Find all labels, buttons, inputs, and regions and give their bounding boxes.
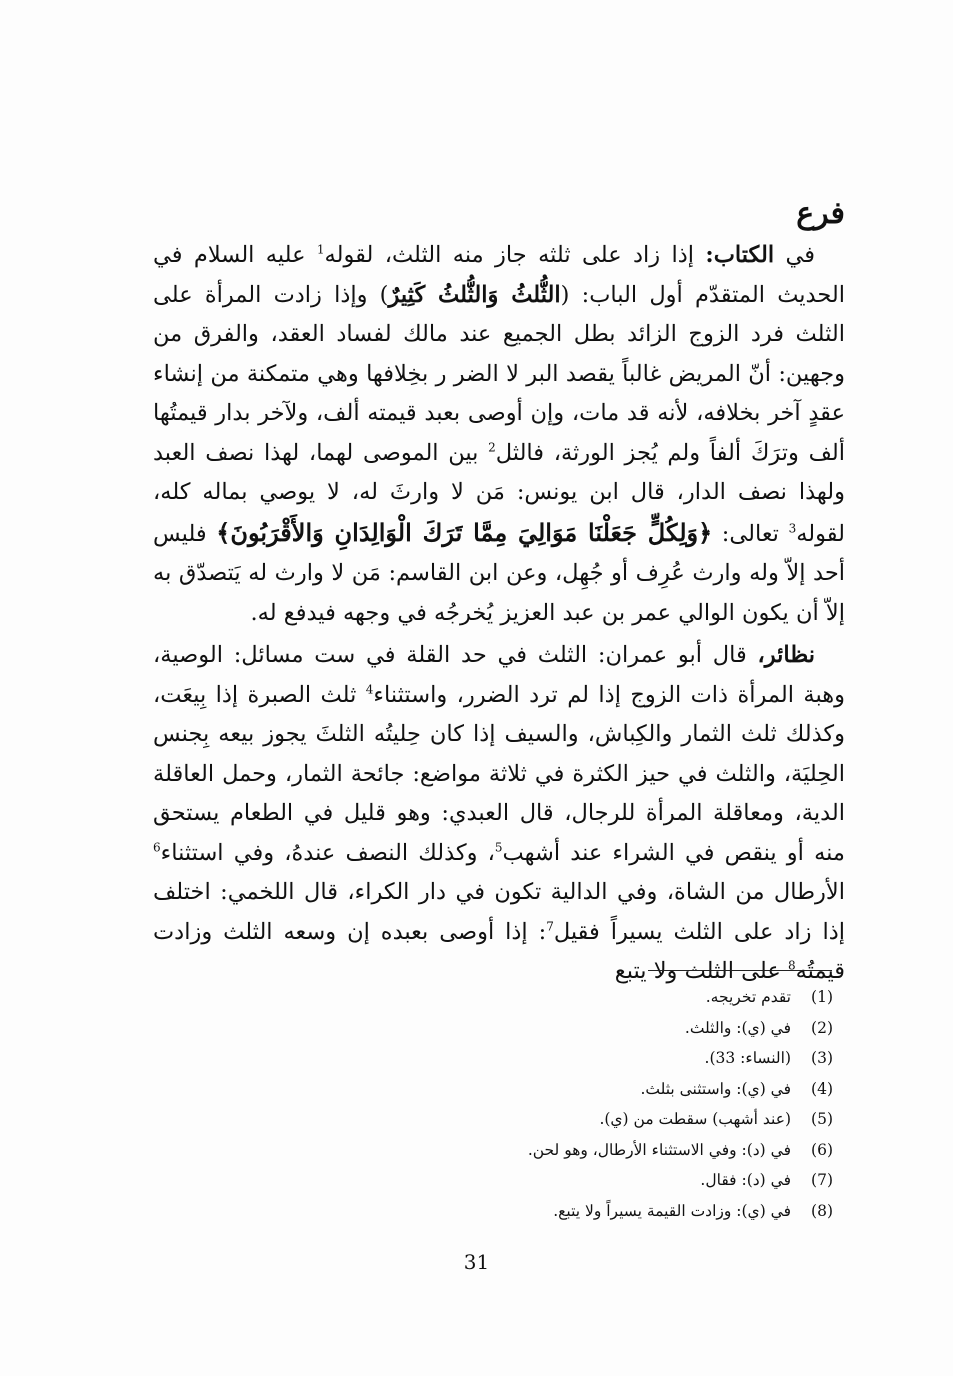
hadith-quote: الثُّلثُ وَالثُّلثُ كَثِيرٌ (388, 281, 561, 308)
footnote (528, 1196, 833, 1227)
footnote-text: في (ي): وزادت القيمة يسيراً ولا يتبع. (553, 1201, 791, 1220)
footnote-number: (1) (811, 988, 833, 1006)
bold-term: نظائر، (757, 642, 815, 668)
text-segment: إذا زاد على ثلثه جاز منه الثلث، لقوله (324, 242, 706, 268)
text-segment: : إذا أوصى بعبده إن وسعه الثلث وزادت قيمتُه (153, 918, 845, 984)
footnote (528, 982, 833, 1013)
footnote-text: في (ي): واستثنى بثلث. (640, 1079, 791, 1098)
text-segment: قال أبو عمران: الثلث في حد القلة في ست مسائل: الوصية، وهبة المرأة ذات الزوج إذا لم ترد الضرر، واستثناء (153, 642, 846, 708)
text-segment: ثلث الصبرة إذا بِيعَت، وكذلك ثلث الثمار والكِباش، والسيف إذا كان حِليتُه الثلثَ يجوز بيعه بِجنس الحِليَة، والثلث في حيز الكثرة في ثلاثة مواضع: جائحة الثمار، وحمل العاقلة الدية، ومعاقلة المرأة للرجال، قال العبدي: وهو قليل في الطعام يستحق منه أو ينقص في الشراء عند أشهب (153, 681, 845, 866)
paragraph (153, 636, 845, 992)
footnote-ref[interactable]: 6 (153, 840, 161, 854)
footnote-text: (عند أشهب) سقطت من (ي). (599, 1110, 791, 1128)
text-segment: الأرطال من الشاة، وفي الدالية تكون في دار الكراء، قال اللخمي: اختلف إذا زاد على الثلث يسيراً فقيل (153, 879, 845, 945)
page-number: 31 (463, 1250, 490, 1274)
footnote (528, 1104, 833, 1135)
text-segment: تعالى: (712, 520, 789, 547)
text-segment: بين الموصى لهما، لهذا نصف العبد ولهذا نصف الدار، قال ابن يونس: مَن لا وارثَ له، لا يوصي بماله كله، لقوله (153, 439, 845, 547)
footnote-ref[interactable]: 3 (788, 521, 797, 535)
footnotes (528, 982, 833, 1226)
footnote-ref[interactable]: 7 (546, 919, 554, 933)
footnote-number: (3) (811, 1049, 833, 1067)
footnote-number: (2) (811, 1018, 833, 1037)
text-segment: ، وكذلك النصف عندهُ، وفي استثناء (160, 839, 495, 866)
footnote-separator (648, 970, 832, 971)
section-heading: فرع (796, 196, 845, 231)
footnote (528, 1135, 833, 1166)
text-segment: فليس أحد إلاّ وله وارث عُرِف أو جُهِل، وعن ابن القاسم: مَن لا وارث له يَتصدّق به إلاّ أن يكون الوالي عمر بن عبد العزيز يُخرجُه في وجهه فيدفع له. (153, 520, 845, 626)
footnote-ref[interactable]: 4 (365, 682, 374, 696)
bold-term: الكتاب: (705, 242, 775, 268)
footnote-text: (النساء: 33). (704, 1049, 791, 1067)
footnote-ref[interactable]: 2 (488, 440, 496, 454)
footnote (528, 1165, 833, 1196)
footnote (528, 1043, 833, 1074)
footnote-text: تقدم تخريجه. (705, 988, 791, 1006)
main-text (153, 236, 845, 992)
footnote-text: في (ي): والثلث. (684, 1018, 791, 1037)
footnote-number: (8) (811, 1201, 833, 1220)
footnote-ref[interactable]: 8 (787, 958, 796, 973)
footnote-number: (7) (811, 1171, 833, 1189)
footnote-text: في (د): وفي الاستثناء الأرطال، وهو لحن. (527, 1140, 791, 1159)
footnote-number: (4) (811, 1079, 833, 1098)
footnote-number: (5) (811, 1110, 833, 1128)
footnote-number: (6) (811, 1140, 833, 1159)
text-segment: على الثلث ولا يتبع (614, 958, 788, 984)
text-segment: عليه السلام في الحديث المتقدّم أول الباب: ( (153, 242, 845, 308)
footnote-ref[interactable]: 1 (316, 242, 325, 257)
text-segment: في (774, 242, 815, 268)
footnote (528, 1074, 833, 1105)
footnote (528, 1013, 833, 1044)
paragraph (153, 236, 845, 633)
footnote-ref[interactable]: 5 (494, 840, 503, 854)
text-segment: ) وإذا زادت المرأة على الثلث فرد الزوج الزائد بطل الجميع عند مالك لفساد العقد، والفرق من وجهين: أنّ المريض غالباً يقصد البر لا الضر ر بخِلافها وهي متمكنة من إنشاء عقدٍ آخر بخلافه، لأنه قد مات، وإن أوصى بعبد قيمته ألف، ولآخر بدار قيمتُها ألف وترَكَ ألفاً ولم يُجز الورثة، فالثل (153, 281, 845, 466)
footnote-text: في (د): فقال. (700, 1171, 791, 1189)
quran-verse: ﴿وَلِكُلٍّ جَعَلْنَا مَوَالِيَ مِمَّا تَرَكَ الْوَالِدَانِ وَالأَقْرَبُونَ﴾ (216, 517, 713, 547)
